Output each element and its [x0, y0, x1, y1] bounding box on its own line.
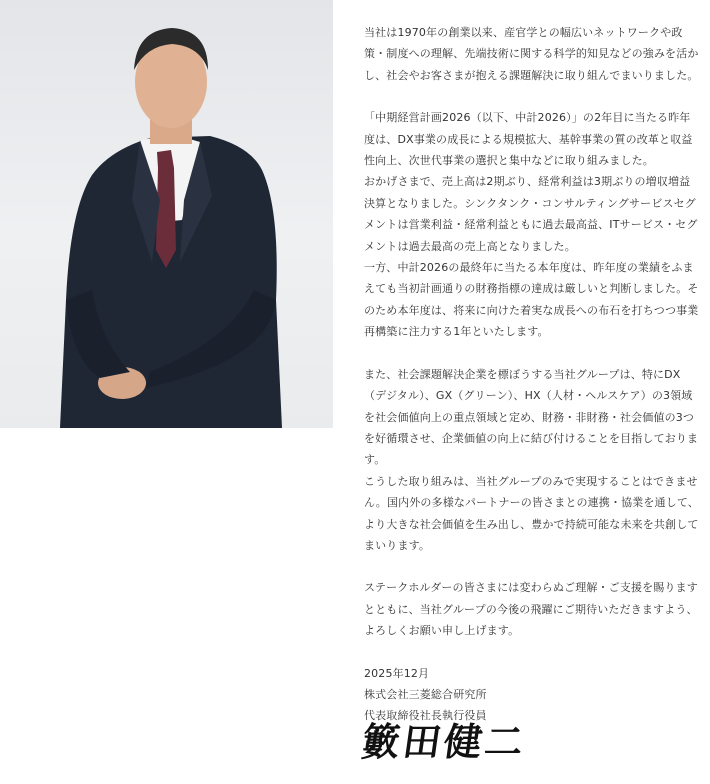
message-date: 2025年12月 [364, 666, 430, 680]
message-text: ステークホルダーの皆さまには変わらぬご理解・ご支援を賜りますとともに、当社グループの今後の飛躍にご期待いただきますよう、よろしくお願い申し上げます。 [364, 581, 698, 638]
message-text: おかげさまで、売上高は2期ぶり、経常利益は3期ぶりの増収増益決算となりました。シンクタンク・コンサルティングサービスセグメントは営業利益・経常利益ともに過去最高益、ITサービス・セグメントは過去最高の売上高となりました。 [364, 175, 698, 253]
company-name: 株式会社三菱総合研究所 [364, 687, 487, 701]
message-text: 一方、中計2026の最終年に当たる本年度は、昨年度の業績をふまえても当初計画通りの財務指標の達成は厳しいと判断しました。そのため本年度は、将来に向けた着実な成長への布石を打ちつつ事業再構築に注力する1年といたします。 [364, 261, 699, 339]
message-text: 当社は1970年の創業以来、産官学との幅広いネットワークや政策・制度への理解、先端技術に関する科学的知見などの強みを活かし、社会やお客さまが抱える課題解決に取り組んでまいりました。 [364, 26, 699, 82]
message-text: 「中期経営計画2026（以下、中計2026）」の2年目に当たる昨年度は、DX事業の成長による規模拡大、基幹事業の質の改革と収益性向上、次世代事業の選択と集中などに取り組みました。 [364, 111, 693, 168]
author-title: 代表取締役社長執行役員 [364, 708, 487, 722]
message-paragraph [364, 577, 700, 641]
signature-text: 籔田健二 [358, 719, 530, 764]
closing-block [364, 663, 700, 726]
message-paragraph [364, 364, 700, 557]
president-portrait-photo [0, 0, 333, 428]
handwritten-signature [358, 718, 542, 778]
message-text: こうした取り組みは、当社グループのみで実現することはできません。国内外の多様なパートナーの皆さまとの連携・協業を通して、より大きな社会価値を生み出し、豊かで持続可能な未来を共創してまいります。 [364, 474, 699, 552]
message-text: また、社会課題解決企業を標ぼうする当社グループは、特にDX（デジタル）、GX（グリーン）、HX（人材・ヘルスケア）の3領域を社会価値向上の重点領域と定め、財務・非財務・社会価値の3つを好循環させ、企業価値の向上に結び付けることを目指しております。 [364, 367, 699, 467]
message-paragraph [364, 107, 700, 342]
message-paragraph [364, 22, 700, 86]
portrait-illustration [0, 0, 333, 428]
president-message [364, 22, 700, 726]
